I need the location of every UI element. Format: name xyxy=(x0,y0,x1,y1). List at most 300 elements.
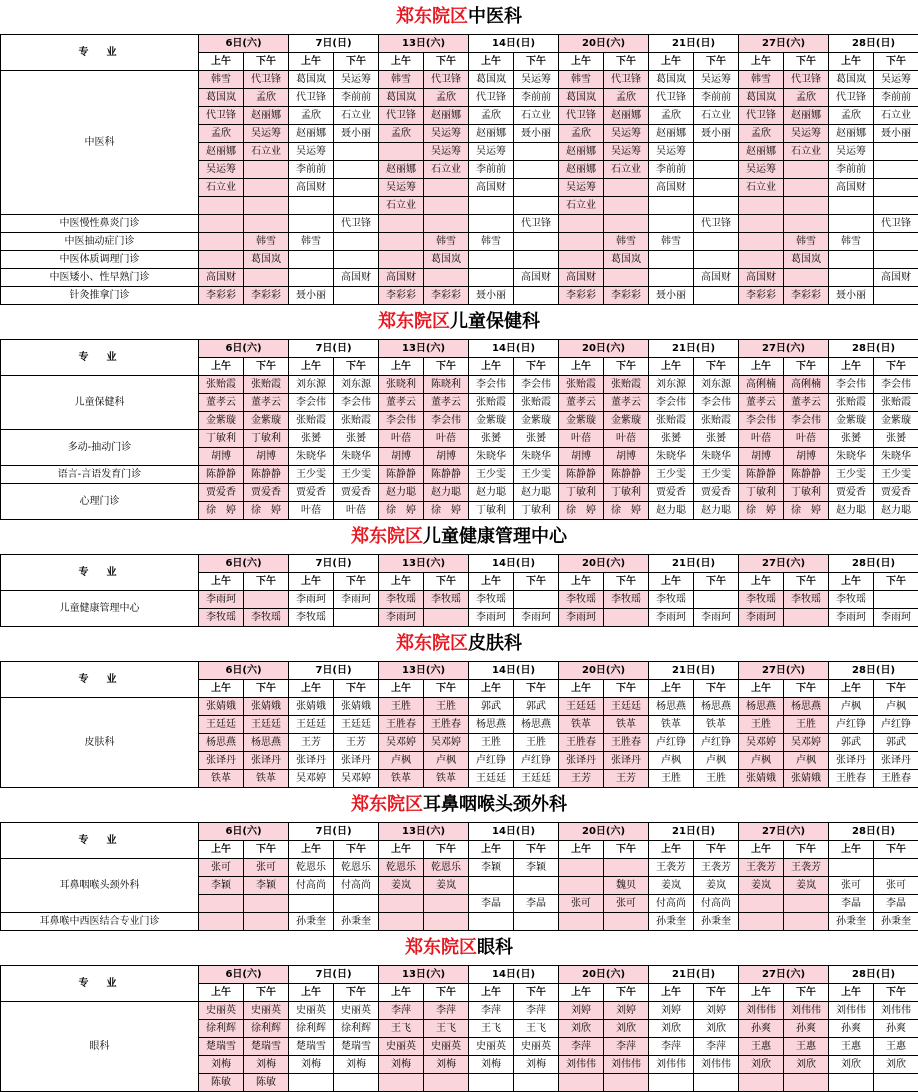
date-header: 27日(六) xyxy=(739,966,829,984)
doctor-cell: 赵力聪 xyxy=(469,484,514,502)
doctor-cell xyxy=(739,895,784,913)
doctor-cell: 金紫璇 xyxy=(199,412,244,430)
doctor-cell: 吴运筹 xyxy=(379,179,424,197)
doctor-cell xyxy=(739,1074,784,1092)
doctor-cell: 朱晓华 xyxy=(469,448,514,466)
doctor-cell xyxy=(334,179,379,197)
doctor-cell xyxy=(559,251,604,269)
doctor-cell: 李牧瑶 xyxy=(469,591,514,609)
doctor-cell: 李会伟 xyxy=(289,394,334,412)
doctor-cell xyxy=(829,215,874,233)
doctor-cell: 高国财 xyxy=(289,179,334,197)
pm-header: 下午 xyxy=(244,53,289,71)
doctor-cell xyxy=(784,161,829,179)
doctor-cell xyxy=(874,143,918,161)
doctor-cell: 张贻霞 xyxy=(514,394,559,412)
doctor-cell: 付高尚 xyxy=(289,877,334,895)
doctor-cell: 葛国岚 xyxy=(649,71,694,89)
doctor-cell: 赵力聪 xyxy=(379,484,424,502)
doctor-cell: 李会伟 xyxy=(379,412,424,430)
doctor-cell: 李晶 xyxy=(514,895,559,913)
doctor-cell: 刘梅 xyxy=(199,1056,244,1074)
schedule-table xyxy=(0,822,918,931)
doctor-cell: 赵丽娜 xyxy=(244,107,289,125)
doctor-cell: 李牧瑶 xyxy=(559,591,604,609)
doctor-cell: 王惠 xyxy=(739,1038,784,1056)
doctor-cell xyxy=(604,1074,649,1092)
doctor-cell: 丁敏利 xyxy=(469,502,514,520)
doctor-cell: 李牧瑶 xyxy=(649,591,694,609)
doctor-cell xyxy=(649,197,694,215)
doctor-cell: 韩雪 xyxy=(469,233,514,251)
doctor-cell: 吴运筹 xyxy=(334,71,379,89)
doctor-cell: 张贻霞 xyxy=(289,412,334,430)
doctor-cell: 郭武 xyxy=(469,698,514,716)
doctor-cell: 孟欣 xyxy=(289,107,334,125)
doctor-cell: 石立业 xyxy=(694,107,739,125)
doctor-cell xyxy=(469,197,514,215)
doctor-cell xyxy=(199,197,244,215)
doctor-cell: 韩雪 xyxy=(559,71,604,89)
doctor-cell: 韩雪 xyxy=(829,233,874,251)
doctor-cell: 刘伟伟 xyxy=(694,1056,739,1074)
doctor-cell: 贾爱香 xyxy=(829,484,874,502)
doctor-cell: 王胜春 xyxy=(874,770,918,788)
doctor-cell: 胡博 xyxy=(559,448,604,466)
doctor-cell: 聂小丽 xyxy=(649,287,694,305)
doctor-cell: 代卫锋 xyxy=(604,71,649,89)
doctor-cell: 李牧瑶 xyxy=(199,609,244,627)
pm-header: 下午 xyxy=(604,984,649,1002)
doctor-cell: 孙秉奎 xyxy=(829,913,874,931)
doctor-cell: 高国财 xyxy=(559,269,604,287)
doctor-cell: 高国财 xyxy=(514,269,559,287)
specialty-header: 专 业 xyxy=(1,35,199,71)
pm-header: 下午 xyxy=(424,573,469,591)
am-header: 上午 xyxy=(559,573,604,591)
doctor-cell: 张赟 xyxy=(649,430,694,448)
doctor-cell: 赵力聪 xyxy=(874,502,918,520)
doctor-cell: 石立业 xyxy=(739,179,784,197)
am-header: 上午 xyxy=(289,358,334,376)
department-section xyxy=(0,788,918,931)
table-row xyxy=(1,484,918,502)
am-header: 上午 xyxy=(829,841,874,859)
schedule-table xyxy=(0,339,918,520)
doctor-cell: 金紫璇 xyxy=(559,412,604,430)
schedule-table xyxy=(0,661,918,788)
date-header: 7日(日) xyxy=(289,823,379,841)
doctor-cell: 孟欣 xyxy=(469,107,514,125)
doctor-cell: 金紫璇 xyxy=(604,412,649,430)
doctor-cell: 王惠 xyxy=(784,1038,829,1056)
doctor-cell: 张贻霞 xyxy=(199,376,244,394)
doctor-cell: 王胜 xyxy=(739,716,784,734)
am-header: 上午 xyxy=(559,358,604,376)
doctor-cell: 葛国岚 xyxy=(289,71,334,89)
doctor-cell xyxy=(379,1074,424,1092)
doctor-cell: 楚瑞雪 xyxy=(199,1038,244,1056)
doctor-cell: 李雨珂 xyxy=(289,591,334,609)
doctor-cell: 李前前 xyxy=(334,89,379,107)
doctor-cell xyxy=(244,269,289,287)
doctor-cell: 姜岚 xyxy=(424,877,469,895)
pm-header: 下午 xyxy=(604,53,649,71)
doctor-cell: 刘婷 xyxy=(559,1002,604,1020)
date-header: 7日(日) xyxy=(289,340,379,358)
doctor-cell: 孟欣 xyxy=(649,107,694,125)
doctor-cell: 铁革 xyxy=(424,770,469,788)
doctor-cell: 张婧娥 xyxy=(289,698,334,716)
campus-name: 郑东院区 xyxy=(405,937,477,958)
doctor-cell xyxy=(244,197,289,215)
date-header: 20日(六) xyxy=(559,966,649,984)
doctor-cell: 董孝云 xyxy=(604,394,649,412)
doctor-cell: 朱晓华 xyxy=(514,448,559,466)
doctor-cell: 赵丽娜 xyxy=(739,143,784,161)
date-header-row xyxy=(1,823,918,841)
doctor-cell: 吴运筹 xyxy=(424,125,469,143)
doctor-cell xyxy=(379,233,424,251)
am-header: 上午 xyxy=(649,680,694,698)
doctor-cell: 乾恩乐 xyxy=(424,859,469,877)
doctor-cell: 李会伟 xyxy=(694,394,739,412)
table-row xyxy=(1,430,918,448)
doctor-cell xyxy=(874,1074,918,1092)
doctor-cell xyxy=(514,143,559,161)
doctor-cell: 王少雯 xyxy=(694,466,739,484)
doctor-cell: 刘梅 xyxy=(514,1056,559,1074)
date-header: 13日(六) xyxy=(379,966,469,984)
doctor-cell: 王胜春 xyxy=(379,716,424,734)
doctor-cell xyxy=(874,179,918,197)
doctor-cell: 吴运筹 xyxy=(829,143,874,161)
doctor-cell: 刘欣 xyxy=(649,1020,694,1038)
doctor-cell: 胡博 xyxy=(739,448,784,466)
date-header-row xyxy=(1,555,918,573)
doctor-cell: 韩雪 xyxy=(424,233,469,251)
doctor-cell: 徐 婷 xyxy=(739,502,784,520)
doctor-cell: 李萍 xyxy=(514,1002,559,1020)
doctor-cell xyxy=(739,197,784,215)
doctor-cell xyxy=(424,215,469,233)
doctor-cell: 刘婷 xyxy=(649,1002,694,1020)
doctor-cell: 胡博 xyxy=(424,448,469,466)
doctor-cell: 陈敏 xyxy=(244,1074,289,1092)
table-row xyxy=(1,913,918,931)
doctor-cell: 李萍 xyxy=(559,1038,604,1056)
doctor-cell: 徐 婷 xyxy=(604,502,649,520)
doctor-cell: 吴运筹 xyxy=(784,125,829,143)
doctor-cell xyxy=(784,215,829,233)
doctor-cell: 刘梅 xyxy=(424,1056,469,1074)
doctor-cell: 刘东源 xyxy=(334,376,379,394)
date-header-row xyxy=(1,35,918,53)
doctor-cell xyxy=(334,287,379,305)
doctor-cell: 赵丽娜 xyxy=(469,125,514,143)
doctor-cell: 刘梅 xyxy=(334,1056,379,1074)
doctor-cell: 徐 婷 xyxy=(199,502,244,520)
doctor-cell: 韩雪 xyxy=(289,233,334,251)
doctor-cell: 李前前 xyxy=(874,89,918,107)
schedule-table xyxy=(0,965,918,1092)
doctor-cell: 叶蓓 xyxy=(559,430,604,448)
doctor-cell xyxy=(649,1074,694,1092)
pm-header: 下午 xyxy=(694,680,739,698)
doctor-cell: 张译丹 xyxy=(604,752,649,770)
pm-header: 下午 xyxy=(514,573,559,591)
doctor-cell: 刘欣 xyxy=(829,1056,874,1074)
doctor-cell: 高俐楠 xyxy=(739,376,784,394)
date-header: 28日(日) xyxy=(829,966,918,984)
doctor-cell: 李会伟 xyxy=(424,412,469,430)
date-header: 28日(日) xyxy=(829,340,918,358)
doctor-cell: 孟欣 xyxy=(199,125,244,143)
doctor-cell: 王少雯 xyxy=(289,466,334,484)
doctor-cell: 孟欣 xyxy=(784,89,829,107)
doctor-cell: 卢红铮 xyxy=(469,752,514,770)
pm-header: 下午 xyxy=(694,984,739,1002)
table-row xyxy=(1,71,918,89)
doctor-cell: 史丽英 xyxy=(379,1038,424,1056)
doctor-cell: 朱晓华 xyxy=(874,448,918,466)
doctor-cell: 高国财 xyxy=(199,269,244,287)
doctor-cell: 石立业 xyxy=(604,161,649,179)
doctor-cell: 代卫锋 xyxy=(199,107,244,125)
doctor-cell: 王芳 xyxy=(334,734,379,752)
doctor-cell: 徐利辉 xyxy=(199,1020,244,1038)
specialty-label: 中医矮小、性早熟门诊 xyxy=(1,269,199,287)
doctor-cell: 张贻霞 xyxy=(874,394,918,412)
doctor-cell: 李颖 xyxy=(199,877,244,895)
date-header: 13日(六) xyxy=(379,662,469,680)
doctor-cell: 陈静静 xyxy=(559,466,604,484)
campus-name: 郑东院区 xyxy=(378,311,450,332)
doctor-cell: 刘欣 xyxy=(604,1020,649,1038)
doctor-cell: 李牧瑶 xyxy=(784,591,829,609)
am-header: 上午 xyxy=(289,841,334,859)
doctor-cell: 刘伟伟 xyxy=(874,1002,918,1020)
doctor-cell: 徐 婷 xyxy=(244,502,289,520)
doctor-cell: 吴运筹 xyxy=(289,143,334,161)
doctor-cell: 丁敏利 xyxy=(739,484,784,502)
doctor-cell: 吴邓婷 xyxy=(784,734,829,752)
doctor-cell: 杨思燕 xyxy=(784,698,829,716)
doctor-cell: 杨思燕 xyxy=(739,698,784,716)
doctor-cell: 孟欣 xyxy=(424,89,469,107)
doctor-cell: 李雨珂 xyxy=(829,609,874,627)
doctor-cell: 聂小丽 xyxy=(874,125,918,143)
doctor-cell: 姜岚 xyxy=(739,877,784,895)
section-title xyxy=(0,305,918,339)
pm-header: 下午 xyxy=(244,573,289,591)
am-header: 上午 xyxy=(739,573,784,591)
pm-header: 下午 xyxy=(604,573,649,591)
doctor-cell: 王袭芳 xyxy=(694,859,739,877)
doctor-cell: 李会伟 xyxy=(469,376,514,394)
doctor-cell: 赵丽娜 xyxy=(424,107,469,125)
doctor-cell: 张赟 xyxy=(469,430,514,448)
doctor-cell xyxy=(604,215,649,233)
doctor-cell: 杨思燕 xyxy=(244,734,289,752)
schedule-table xyxy=(0,554,918,627)
doctor-cell: 石立业 xyxy=(559,197,604,215)
doctor-cell: 王飞 xyxy=(424,1020,469,1038)
doctor-cell: 陈静静 xyxy=(604,466,649,484)
doctor-cell: 刘欣 xyxy=(784,1056,829,1074)
department-section xyxy=(0,627,918,788)
doctor-cell: 代卫锋 xyxy=(379,107,424,125)
department-section xyxy=(0,0,918,305)
doctor-cell: 楚瑞雪 xyxy=(334,1038,379,1056)
doctor-cell xyxy=(199,215,244,233)
doctor-cell: 金紫璇 xyxy=(244,412,289,430)
doctor-cell: 刘梅 xyxy=(379,1056,424,1074)
doctor-cell: 刘伟伟 xyxy=(559,1056,604,1074)
doctor-cell: 叶蓓 xyxy=(289,502,334,520)
pm-header: 下午 xyxy=(514,680,559,698)
doctor-cell xyxy=(694,233,739,251)
am-header: 上午 xyxy=(379,573,424,591)
doctor-cell xyxy=(829,251,874,269)
doctor-cell: 卢枫 xyxy=(829,698,874,716)
doctor-cell: 卢枫 xyxy=(379,752,424,770)
doctor-cell: 李前前 xyxy=(829,161,874,179)
pm-header: 下午 xyxy=(694,53,739,71)
doctor-cell: 王胜 xyxy=(469,734,514,752)
date-header: 20日(六) xyxy=(559,35,649,53)
doctor-cell xyxy=(199,913,244,931)
doctor-cell: 王芳 xyxy=(559,770,604,788)
doctor-cell: 赵丽娜 xyxy=(559,161,604,179)
pm-header: 下午 xyxy=(424,841,469,859)
doctor-cell: 董孝云 xyxy=(784,394,829,412)
doctor-cell: 李会伟 xyxy=(829,376,874,394)
am-header: 上午 xyxy=(739,358,784,376)
doctor-cell xyxy=(874,287,918,305)
department-name: 耳鼻咽喉头颈外科 xyxy=(423,794,567,815)
doctor-cell: 李牧瑶 xyxy=(739,591,784,609)
doctor-cell: 孟欣 xyxy=(739,125,784,143)
pm-header: 下午 xyxy=(784,841,829,859)
doctor-cell xyxy=(199,233,244,251)
doctor-cell: 付高尚 xyxy=(334,877,379,895)
doctor-cell: 孙秉奎 xyxy=(874,913,918,931)
doctor-cell: 代卫锋 xyxy=(649,89,694,107)
doctor-cell: 张赟 xyxy=(874,430,918,448)
doctor-cell: 董孝云 xyxy=(199,394,244,412)
doctor-cell: 孙爽 xyxy=(739,1020,784,1038)
doctor-cell: 张可 xyxy=(874,877,918,895)
date-header: 7日(日) xyxy=(289,35,379,53)
date-header: 28日(日) xyxy=(829,662,918,680)
doctor-cell: 代卫锋 xyxy=(289,89,334,107)
am-header: 上午 xyxy=(469,53,514,71)
doctor-cell: 卢枫 xyxy=(694,752,739,770)
pm-header: 下午 xyxy=(784,573,829,591)
am-header: 上午 xyxy=(289,573,334,591)
doctor-cell xyxy=(514,913,559,931)
date-header-row xyxy=(1,966,918,984)
table-row xyxy=(1,251,918,269)
pm-header: 下午 xyxy=(424,358,469,376)
doctor-cell: 朱晓华 xyxy=(334,448,379,466)
doctor-cell xyxy=(469,913,514,931)
am-header: 上午 xyxy=(379,680,424,698)
doctor-cell: 贾爱香 xyxy=(334,484,379,502)
doctor-cell xyxy=(604,269,649,287)
doctor-cell: 董孝云 xyxy=(244,394,289,412)
doctor-cell xyxy=(829,1074,874,1092)
doctor-cell: 李萍 xyxy=(469,1002,514,1020)
am-header: 上午 xyxy=(829,573,874,591)
doctor-cell: 高国财 xyxy=(649,179,694,197)
doctor-cell: 吴运筹 xyxy=(604,125,649,143)
doctor-cell: 李雨珂 xyxy=(874,609,918,627)
doctor-cell xyxy=(829,269,874,287)
date-header: 20日(六) xyxy=(559,555,649,573)
doctor-cell: 李雨珂 xyxy=(739,609,784,627)
specialty-header: 专 业 xyxy=(1,340,199,376)
doctor-cell: 石立业 xyxy=(784,143,829,161)
doctor-cell: 吴运筹 xyxy=(199,161,244,179)
date-header: 20日(六) xyxy=(559,340,649,358)
doctor-cell xyxy=(244,591,289,609)
doctor-cell: 铁革 xyxy=(649,716,694,734)
doctor-cell: 陈晓利 xyxy=(424,376,469,394)
doctor-cell: 李彩彩 xyxy=(424,287,469,305)
am-header: 上午 xyxy=(829,680,874,698)
date-header-row xyxy=(1,340,918,358)
doctor-cell: 高国财 xyxy=(829,179,874,197)
doctor-cell: 吴运筹 xyxy=(559,179,604,197)
pm-header: 下午 xyxy=(874,680,918,698)
doctor-cell: 刘伟伟 xyxy=(829,1002,874,1020)
doctor-cell: 金紫璇 xyxy=(874,412,918,430)
doctor-cell: 李彩彩 xyxy=(379,287,424,305)
doctor-cell: 王少雯 xyxy=(874,466,918,484)
doctor-cell: 张译丹 xyxy=(874,752,918,770)
doctor-cell: 刘婷 xyxy=(694,1002,739,1020)
doctor-cell xyxy=(784,895,829,913)
pm-header: 下午 xyxy=(244,984,289,1002)
doctor-cell: 张译丹 xyxy=(334,752,379,770)
doctor-cell: 丁敏利 xyxy=(784,484,829,502)
doctor-cell: 李彩彩 xyxy=(244,287,289,305)
pm-header: 下午 xyxy=(604,841,649,859)
doctor-cell: 刘梅 xyxy=(244,1056,289,1074)
doctor-cell: 李会伟 xyxy=(784,412,829,430)
doctor-cell: 陈静静 xyxy=(244,466,289,484)
doctor-cell: 王芳 xyxy=(289,734,334,752)
doctor-cell: 张贻霞 xyxy=(559,376,604,394)
doctor-cell: 聂小丽 xyxy=(694,125,739,143)
doctor-cell: 张译丹 xyxy=(199,752,244,770)
specialty-label: 耳鼻喉中西医结合专业门诊 xyxy=(1,913,199,931)
doctor-cell: 徐 婷 xyxy=(784,502,829,520)
doctor-cell: 叶蓓 xyxy=(424,430,469,448)
doctor-cell: 刘东源 xyxy=(649,376,694,394)
doctor-cell xyxy=(874,591,918,609)
date-header: 6日(六) xyxy=(199,823,289,841)
am-header: 上午 xyxy=(559,841,604,859)
pm-header: 下午 xyxy=(244,680,289,698)
doctor-cell: 李萍 xyxy=(649,1038,694,1056)
specialty-label: 多动-抽动门诊 xyxy=(1,430,199,466)
doctor-cell: 卢枫 xyxy=(649,752,694,770)
doctor-cell: 王廷廷 xyxy=(244,716,289,734)
doctor-cell xyxy=(244,161,289,179)
